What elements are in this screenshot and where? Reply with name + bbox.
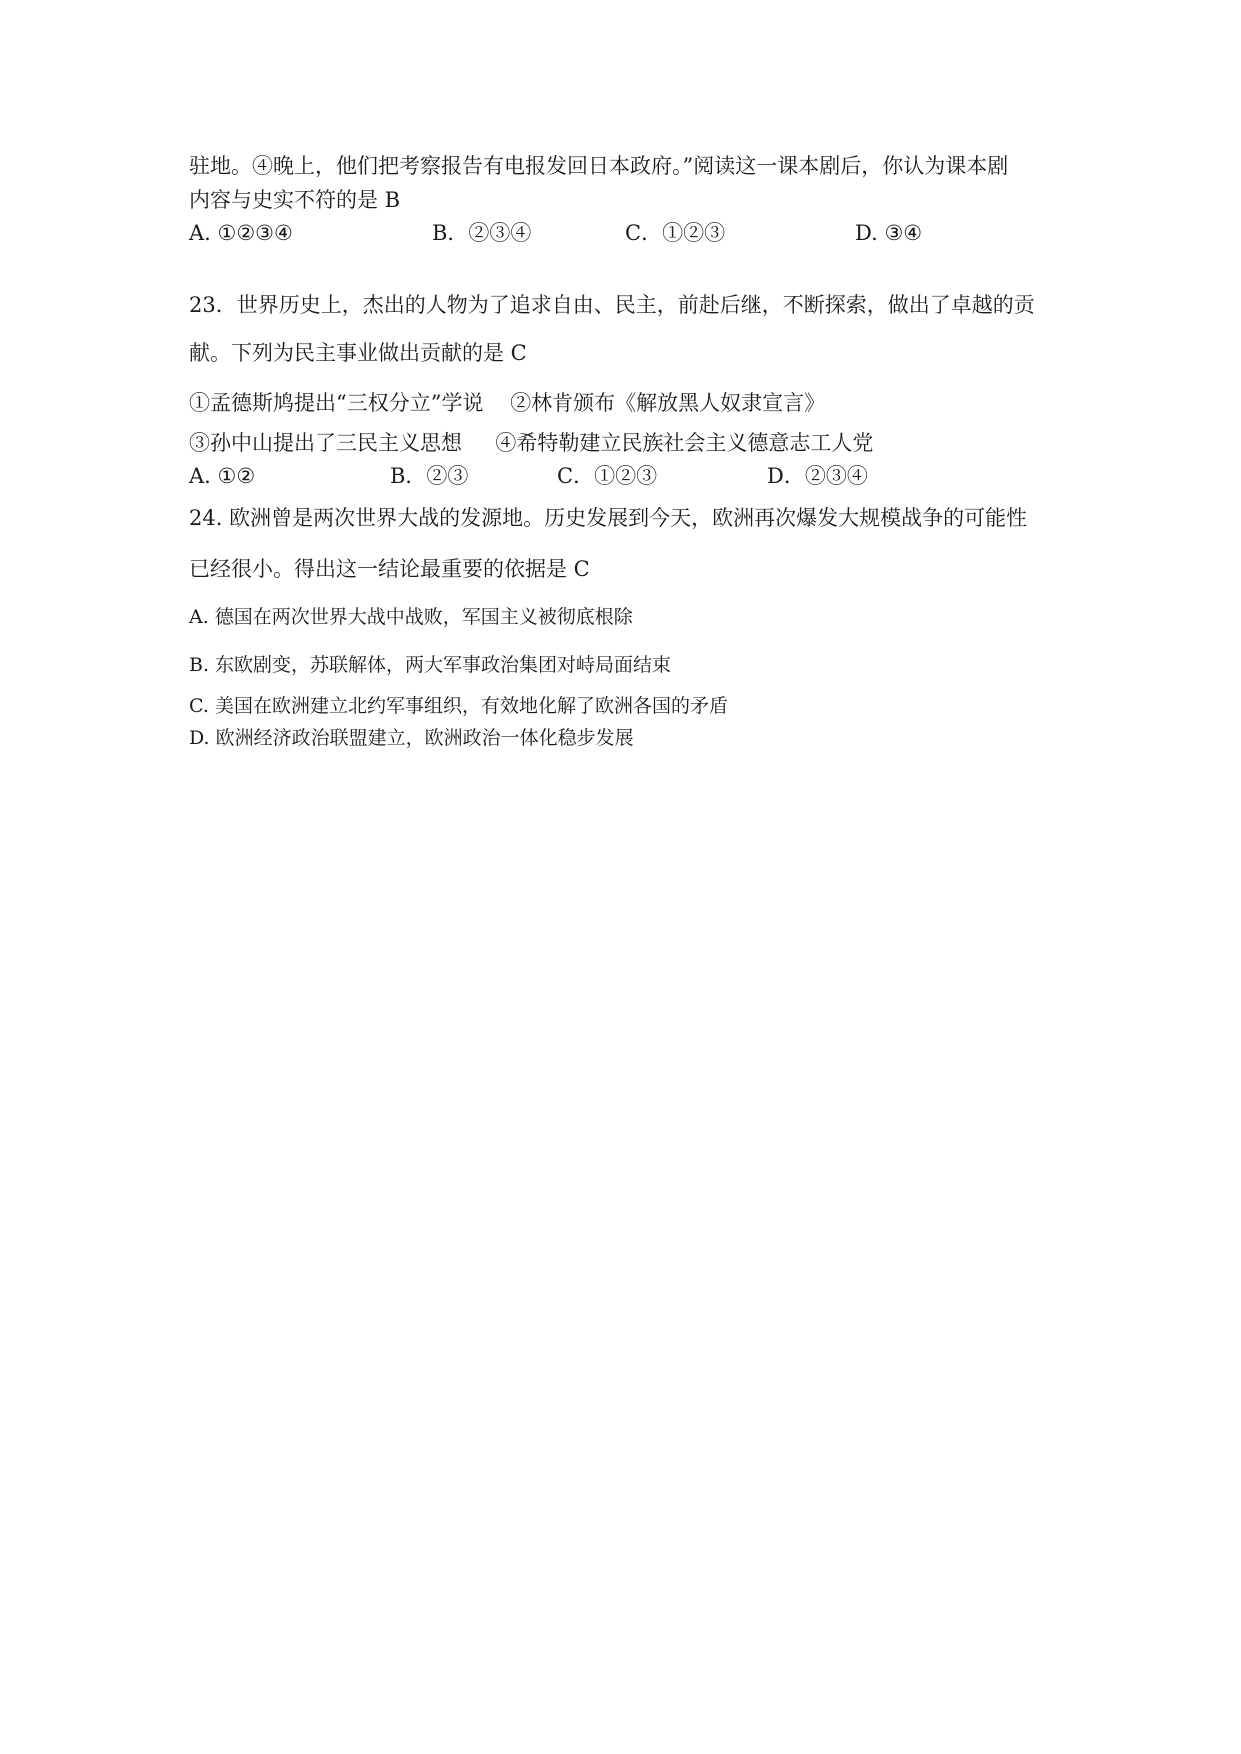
question-22-line-2: 内容与史实不符的是 B — [189, 188, 401, 212]
question-22-option-d: D. ③④ — [855, 221, 923, 245]
question-22-line-1: 驻地。④晚上，他们把考察报告有电报发回日本政府。”阅读这一课本剧后，你认为课本剧 — [189, 154, 1009, 178]
question-22-option-a: A. ①②③④ — [189, 221, 293, 245]
question-23-option-a: A. ①② — [189, 464, 256, 488]
question-24-option-c: C. 美国在欧洲建立北约军事组织，有效地化解了欧洲各国的矛盾 — [189, 695, 728, 717]
question-23-items-line-2: ③孙中山提出了三民主义思想 ④希特勒建立民族社会主义德意志工人党 — [189, 431, 874, 455]
question-24-line-2: 已经很小。得出这一结论最重要的依据是 C — [189, 557, 590, 581]
question-23-items-line-1: ①孟德斯鸠提出“三权分立”学说 ②林肯颁布《解放黑人奴隶宣言》 — [189, 391, 826, 415]
question-24-line-1: 24. 欧洲曾是两次世界大战的发源地。历史发展到今天，欧洲再次爆发大规模战争的可能性 — [189, 506, 1028, 530]
question-23-option-d: D．②③④ — [767, 464, 868, 488]
question-23-line-1: 23．世界历史上，杰出的人物为了追求自由、民主，前赴后继，不断探索，做出了卓越的贡 — [189, 293, 1035, 317]
question-22-option-c: C．①②③ — [625, 221, 726, 245]
question-23-option-c: C．①②③ — [557, 464, 658, 488]
question-23-option-b: B．②③ — [390, 464, 469, 488]
question-22-option-b: B．②③④ — [432, 221, 532, 245]
question-24-option-d: D. 欧洲经济政治联盟建立，欧洲政治一体化稳步发展 — [189, 727, 634, 749]
question-24-option-a: A. 德国在两次世界大战中战败，军国主义被彻底根除 — [189, 606, 633, 628]
question-24-option-b: B. 东欧剧变，苏联解体，两大军事政治集团对峙局面结束 — [189, 654, 672, 676]
question-23-line-2: 献。下列为民主事业做出贡献的是 C — [189, 341, 527, 365]
